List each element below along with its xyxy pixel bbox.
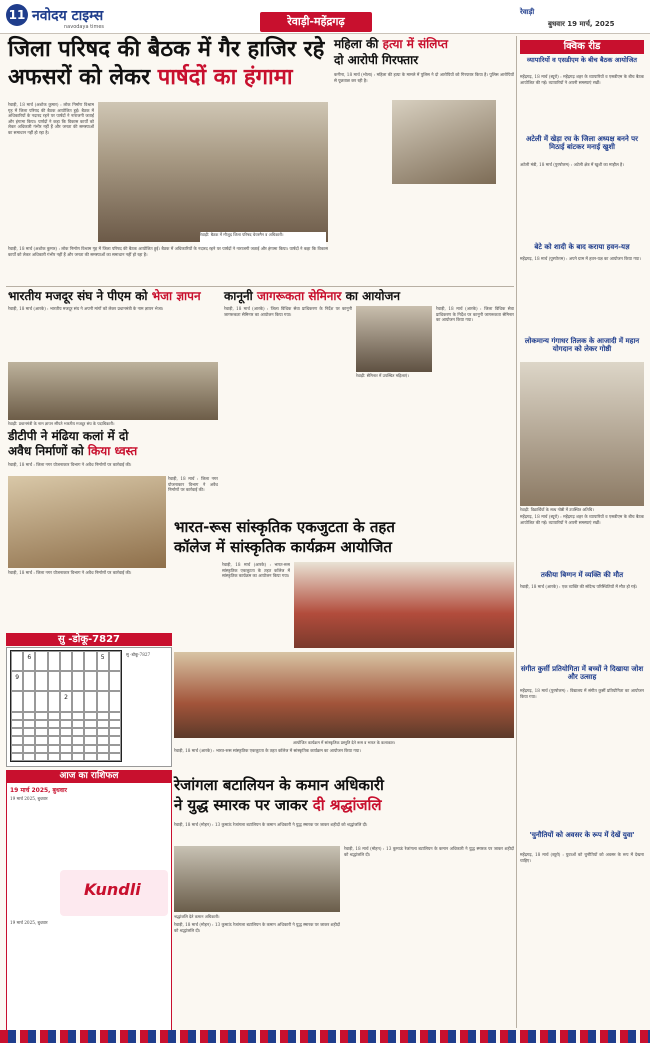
sudoku-cell	[23, 671, 35, 691]
murder-photo	[392, 100, 496, 184]
rashifal-title: आज का राशिफल	[6, 770, 172, 783]
rashifal-body: 19 मार्च 2025, बुधवार	[10, 796, 48, 801]
dtp-photo	[8, 476, 166, 568]
lead-body-cont: रेवाड़ी, 18 मार्च (अशोक कुमार) : लोक निर्माण विश्राम गृह में जिला परिषद की बैठक आयोजित हुई। बैठक में अधिकारियों के नदारद रहने पर पार्षदों ने नाराजगी जताई और हंगामा किया। पार्षदों ने कहा कि विकास कार्यों को लेकर अधिकारी गंभीर नहीं हैं और जनता की समस्याओं का समाधान नहीं हो रहा है।	[8, 246, 328, 257]
sudoku-cell	[72, 745, 84, 753]
legal-body: रेवाड़ी, 18 मार्च (आरके) : जिला विधिक सेवा प्राधिकरण के निर्देश पर कानूनी जागरूकता सेमिनार का आयोजन किया गया।	[224, 306, 352, 317]
sudoku-cell	[60, 712, 72, 720]
sudoku-cell	[109, 728, 121, 736]
sudoku-cell	[11, 691, 23, 711]
sudoku-cell	[35, 728, 47, 736]
sidebar-s6-body: महेंद्रगढ़, 18 मार्च (पुरषोत्तम) : विद्यालय में संगीत कुर्सी प्रतियोगिता का आयोजन किया गया।	[520, 688, 644, 699]
sudoku-cell	[84, 691, 96, 711]
sudoku-cell	[97, 745, 109, 753]
rashifal-date: 19 मार्च 2025, बुधवार	[10, 787, 68, 794]
rezang-body: रेवाड़ी, 18 मार्च (मोहन) : 13 कुमाऊं रेजांगला बटालियन के कमान अधिकारी ने युद्ध स्मारक पर जाकर शहीदों को श्रद्धांजलि दी।	[174, 822, 368, 827]
sudoku-cell	[35, 753, 47, 761]
sudoku-cell	[11, 712, 23, 720]
sudoku-cell	[109, 691, 121, 711]
sidebar-s4-caption: रेवाड़ी: विद्यार्थियों के साथ गोष्ठी में उपस्थित अतिथि।	[520, 507, 594, 512]
dtp-body: रेवाड़ी, 18 मार्च : जिला नगर योजनाकार विभाग ने अवैध निर्माणों पर कार्रवाई की।	[8, 462, 132, 467]
sidebar-s1-body: महेंद्रगढ़, 18 मार्च (ब्यूरो) : महेंद्रगढ़ शहर के व्यापारियों व एसडीएम के बीच बैठक आयोजित की गई। व्यापारियों ने अपनी समस्याएं रखीं।	[520, 74, 644, 85]
paper-name: नवोदय टाइम्स	[32, 8, 104, 24]
sudoku-cell	[84, 712, 96, 720]
bms-photo	[8, 362, 218, 420]
sudoku-cell	[72, 671, 84, 691]
sudoku-cell	[84, 651, 96, 671]
sudoku-cell	[109, 745, 121, 753]
sudoku-cell	[60, 720, 72, 728]
sidebar-s4-body: महेंद्रगढ़, 18 मार्च (ब्यूरो) : महेंद्रगढ़ शहर के व्यापारियों व एसडीएम के बीच बैठक आयोजित की गई। व्यापारियों ने अपनी समस्याएं रखीं।	[520, 514, 644, 525]
sudoku-cell	[109, 753, 121, 761]
sidebar-s2-body: अटेली मंडी, 18 मार्च (पुरषोत्तम) : अटेली क्षेत्र में खुशी का माहौल है।	[520, 162, 624, 167]
sudoku-cell	[97, 736, 109, 744]
culture-headline-line1: भारत-रूस सांस्कृतिक एकजुटता के तहत	[174, 518, 395, 536]
sudoku-cell	[72, 736, 84, 744]
sudoku-cell	[35, 671, 47, 691]
sudoku-cell	[35, 712, 47, 720]
sudoku-cell	[48, 712, 60, 720]
sudoku-cell	[48, 736, 60, 744]
dtp-body-cont: रेवाड़ी, 18 मार्च : जिला नगर योजनाकार विभाग ने अवैध निर्माणों पर कार्रवाई की।	[168, 476, 218, 492]
sudoku-cell	[11, 651, 23, 671]
lead-body: रेवाड़ी, 18 मार्च (अशोक कुमार) : लोक निर्माण विश्राम गृह में जिला परिषद की बैठक आयोजित हुई। बैठक में अधिकारियों के नदारद रहने पर पार्षदों ने नाराजगी जताई और हंगामा किया। पार्षदों ने कहा कि विकास कार्यों को लेकर अधिकारी गंभीर नहीं हैं और जनता की समस्याओं का समाधान नहीं हो रहा है।	[8, 102, 94, 135]
culture-caption: आयोजित कार्यक्रम में सांस्कृतिक प्रस्तुति देते रूस व भारत के कलाकार।	[292, 740, 396, 745]
sudoku-cell	[72, 691, 84, 711]
dtp-headline-line2: अवैध निर्माणों को किया ध्वस्त	[8, 444, 138, 458]
sudoku-cell	[35, 745, 47, 753]
sidebar-s7-body: महेंद्रगढ़, 18 मार्च (ब्यूरो) : युवाओं को चुनौतियों को अवसर के रूप में देखना चाहिए।	[520, 852, 644, 863]
sidebar-s4-photo	[520, 362, 644, 506]
lead-photo	[98, 102, 328, 242]
rezang-body-cont: रेवाड़ी, 18 मार्च (मोहन) : 13 कुमाऊं रेजांगला बटालियन के कमान अधिकारी ने युद्ध स्मारक पर जाकर शहीदों को श्रद्धांजलि दी।	[344, 846, 514, 857]
sudoku-cell	[60, 753, 72, 761]
sudoku-cell	[60, 651, 72, 671]
sudoku-cell	[84, 736, 96, 744]
sudoku-cell	[97, 691, 109, 711]
kundli-logo: Kundli	[84, 880, 141, 899]
sudoku-cell	[23, 691, 35, 711]
city-band: रेवाड़ी-महेंद्रगढ़	[260, 12, 372, 32]
rezang-photo	[174, 846, 340, 912]
sudoku-cell	[23, 720, 35, 728]
sudoku-cell	[72, 651, 84, 671]
sudoku-cell	[48, 720, 60, 728]
sudoku-cell	[109, 736, 121, 744]
sudoku-cell	[48, 691, 60, 711]
murder-body: कनीना, 18 मार्च (भोला) : महिला की हत्या के मामले में पुलिस ने दो आरोपियों को गिरफ्तार किया है। पुलिस आरोपियों से पूछताछ कर रही है।	[334, 72, 514, 83]
lead-headline-line1: जिला परिषद की बैठक में गैर हाजिर रहे	[8, 37, 325, 62]
sudoku-instructions: सु -डोकू-7827	[126, 652, 151, 657]
dtp-body-more: रेवाड़ी, 18 मार्च : जिला नगर योजनाकार विभाग ने अवैध निर्माणों पर कार्रवाई की।	[8, 570, 132, 575]
sudoku-cell	[60, 671, 72, 691]
sudoku-cell	[11, 720, 23, 728]
sudoku-title: सु -डोकू-7827	[6, 633, 172, 646]
rezang-caption: श्रद्धांजलि देते कमान अधिकारी।	[174, 914, 220, 919]
sidebar-s6-head: संगीत कुर्सी प्रतियोगिता में बच्चों ने दिखाया जोश और उत्साह	[520, 665, 644, 681]
sudoku-cell	[72, 720, 84, 728]
lead-headline-line2: अफसरों को लेकर पार्षदों का हंगामा	[8, 65, 293, 90]
sudoku-cell	[11, 736, 23, 744]
culture-body-cont: रेवाड़ी, 18 मार्च (आरके) : भारत-रूस सांस्कृतिक एकजुटता के तहत कॉलेज में सांस्कृतिक कार्यक्रम का आयोजन किया गया।	[174, 748, 361, 753]
paper-tagline: navodaya times	[64, 24, 105, 30]
sudoku-cell	[35, 651, 47, 671]
sidebar-s7-head: 'चुनौतियों को अवसर के रूप में देखें युवा'	[529, 831, 635, 839]
sudoku-cell	[97, 671, 109, 691]
sudoku-cell	[11, 745, 23, 753]
sidebar-s5-head: तकीया बिग्गन में व्यक्ति की मौत	[540, 571, 624, 579]
sudoku-cell	[60, 728, 72, 736]
sudoku-cell	[48, 671, 60, 691]
sudoku-cell	[23, 753, 35, 761]
page-number: 11	[6, 4, 28, 26]
sudoku-cell	[23, 728, 35, 736]
sudoku-cell	[109, 671, 121, 691]
sudoku-cell	[97, 753, 109, 761]
sudoku-cell	[97, 712, 109, 720]
sudoku-cell	[60, 736, 72, 744]
sudoku-cell	[48, 753, 60, 761]
sudoku-grid	[10, 650, 122, 762]
sudoku-cell	[84, 728, 96, 736]
sudoku-cell	[48, 728, 60, 736]
culture-photo-1	[294, 562, 514, 648]
sudoku-cell: 2	[60, 691, 72, 711]
sudoku-cell	[84, 753, 96, 761]
sudoku-cell: 9	[11, 671, 23, 691]
sudoku-cell	[84, 671, 96, 691]
sudoku-cell	[11, 728, 23, 736]
lead-caption: रेवाड़ी: बैठक में मौजूद जिला परिषद चेयरमैन व अधिकारी।	[200, 232, 326, 248]
sudoku-cell	[60, 745, 72, 753]
bms-headline: भारतीय मजदूर संघ ने पीएम को भेजा ज्ञापन	[8, 289, 201, 303]
sidebar-banner: क्विक रीड	[520, 40, 644, 54]
sudoku-cell: 5	[97, 651, 109, 671]
sudoku-cell: 6	[23, 651, 35, 671]
legal-body-cont: रेवाड़ी, 18 मार्च (आरके) : जिला विधिक सेवा प्राधिकरण के निर्देश पर कानूनी जागरूकता सेमिनार का आयोजन किया गया।	[436, 306, 514, 322]
bms-caption: रेवाड़ी: प्रधानमंत्री के नाम ज्ञापन सौंपते भारतीय मजदूर संघ के पदाधिकारी।	[8, 421, 115, 426]
sudoku-cell	[35, 691, 47, 711]
sudoku-cell	[72, 753, 84, 761]
sudoku-cell	[109, 712, 121, 720]
murder-headline-line2: दो आरोपी गिरफ्तार	[334, 53, 419, 67]
sidebar-s2-head: अटेली में खेड़ा रघ के जिला अध्यक्ष बनने पर मिठाई बांटकर मनाई खुशी	[525, 135, 638, 151]
bms-body: रेवाड़ी, 18 मार्च (आरके) : भारतीय मजदूर संघ ने अपनी मांगों को लेकर प्रधानमंत्री के नाम ज्ञापन भेजा।	[8, 306, 164, 311]
rezang-headline-line2: ने युद्ध स्मारक पर जाकर दी श्रद्धांजलि	[174, 796, 382, 814]
murder-headline-line1: महिला की हत्या में संलिप्त	[334, 37, 448, 51]
sidebar-s5-body: रेवाड़ी, 18 मार्च (आरके) : एक व्यक्ति की संदिग्ध परिस्थितियों में मौत हो गई।	[520, 584, 638, 589]
rashifal-body-more: 19 मार्च 2025, बुधवार	[10, 920, 48, 925]
sudoku-cell	[23, 745, 35, 753]
sudoku-cell	[97, 720, 109, 728]
sudoku-cell	[97, 728, 109, 736]
legal-caption: रेवाड़ी: सेमिनार में उपस्थित महिलाएं।	[356, 373, 409, 378]
right-paper-name: रेवाड़ी	[520, 8, 535, 16]
sudoku-cell	[48, 745, 60, 753]
sudoku-cell	[84, 720, 96, 728]
sudoku-cell	[48, 651, 60, 671]
footer-border	[0, 1030, 650, 1043]
culture-headline-line2: कॉलेज में सांस्कृतिक कार्यक्रम आयोजित	[174, 538, 392, 556]
sudoku-cell	[109, 651, 121, 671]
sudoku-cell	[23, 736, 35, 744]
legal-photo	[356, 306, 432, 372]
sidebar-s4-head: लोकमान्य गंगाधर तिलक के आजादी में महान योगदान को लेकर गोष्ठी	[524, 337, 640, 353]
sudoku-cell	[84, 745, 96, 753]
rezang-headline-line1: रेजांगला बटालियन के कमान अधिकारी	[174, 776, 384, 794]
sidebar-s3-head: बेटे को शादी के बाद कराया हवन-यज्ञ	[534, 243, 630, 251]
sidebar-s1-head: व्यापारियों व एसडीएम के बीच बैठक आयोजित	[527, 56, 637, 64]
legal-headline: कानूनी जागरूकता सेमिनार का आयोजन	[224, 289, 401, 303]
sudoku-cell	[11, 753, 23, 761]
divider	[6, 286, 514, 287]
dtp-headline-line1: डीटीपी ने मंढिया कलां में दो	[8, 429, 129, 443]
culture-photo-2	[174, 652, 514, 738]
sudoku-cell	[35, 720, 47, 728]
sudoku-cell	[72, 712, 84, 720]
sidebar-divider	[516, 36, 517, 1028]
sidebar-s3-body: महेंद्रगढ़, 18 मार्च (पुरषोत्तम) : अपने ग्राम में हवन-यज्ञ का आयोजन किया गया।	[520, 256, 641, 261]
sudoku-cell	[23, 712, 35, 720]
sudoku-cell	[109, 720, 121, 728]
rezang-body-more: रेवाड़ी, 18 मार्च (मोहन) : 13 कुमाऊं रेजांगला बटालियन के कमान अधिकारी ने युद्ध स्मारक पर जाकर शहीदों को श्रद्धांजलि दी।	[174, 922, 340, 933]
issue-date: बुधवार 19 मार्च, 2025	[548, 20, 615, 28]
culture-body: रेवाड़ी, 18 मार्च (आरके) : भारत-रूस सांस्कृतिक एकजुटता के तहत कॉलेज में सांस्कृतिक कार्यक्रम का आयोजन किया गया।	[222, 562, 290, 578]
sudoku-cell	[35, 736, 47, 744]
sudoku-cell	[72, 728, 84, 736]
